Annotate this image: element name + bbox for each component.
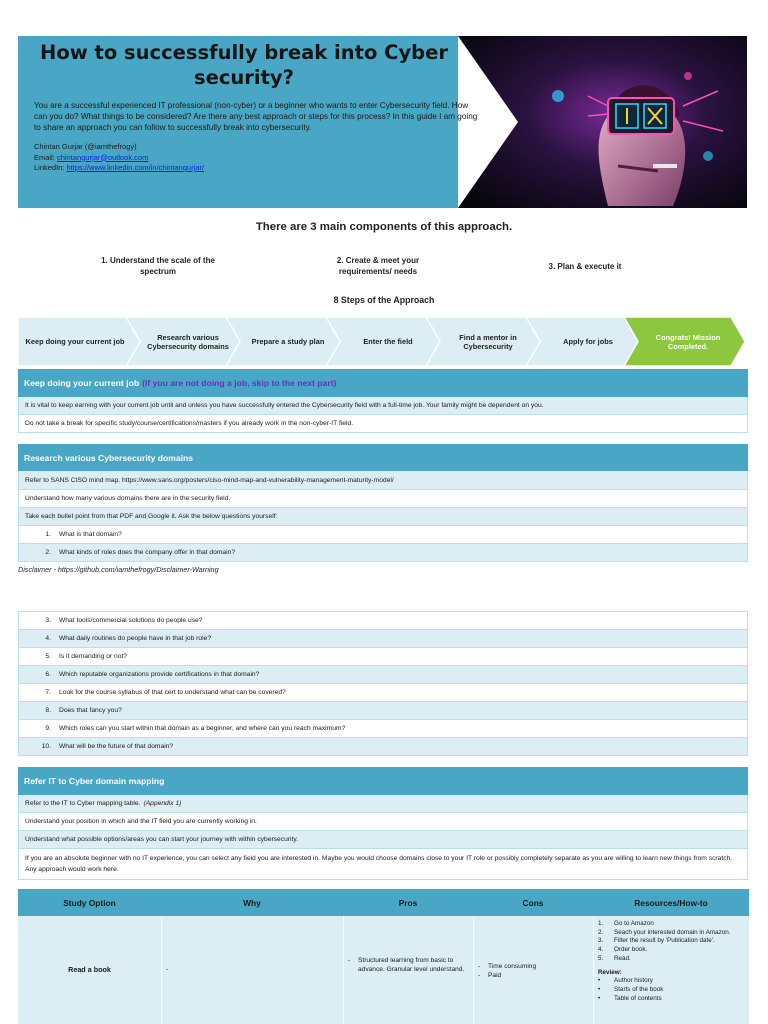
email-label: Email: <box>34 152 55 162</box>
step-chevron-7 <box>624 317 747 366</box>
question-row <box>18 666 748 684</box>
section-row: Understand what possible options/areas you can start your journey with within cybersecurity. <box>18 831 748 849</box>
linkedin-link[interactable]: https://www.linkedin.com/in/chintangurjar/ <box>66 163 205 172</box>
component-item-1: 1. Understand the scale of the spectrum <box>101 256 215 276</box>
steps-chevron-row <box>18 317 747 366</box>
section-keep-current-job <box>18 369 748 433</box>
question-text: Which roles can you start within that domain as a beginner, and where can you reach maximum? <box>59 725 346 732</box>
question-number: 6. <box>45 671 51 678</box>
section-row <box>18 795 748 813</box>
question-number: 9. <box>45 725 51 732</box>
review-item: • Table of contents <box>598 994 662 1002</box>
section-header <box>18 767 748 795</box>
table-header-cons: Cons <box>522 897 544 908</box>
question-row <box>18 684 748 702</box>
question-row <box>18 526 748 544</box>
section-header <box>18 444 748 471</box>
section-header <box>18 369 748 397</box>
table-header-study-option: Study Option <box>63 897 116 908</box>
review-label: Review: <box>598 968 622 976</box>
question-number: 1. <box>45 531 51 538</box>
steps-heading: 8 Steps of the Approach <box>333 295 435 305</box>
table-cell-resources <box>598 920 748 1003</box>
section-row: Understand your position in which and the IT field you are currently working in. <box>18 813 748 831</box>
question-row <box>18 630 748 648</box>
question-row <box>18 738 748 756</box>
question-number: 3. <box>45 617 51 624</box>
table-cell-why: - <box>166 966 169 973</box>
question-text: Look for the course syllabus of that cert to understand what can be covered? <box>59 689 286 696</box>
mapping-reference-text: Refer to the IT to Cyber mapping table. <box>25 800 141 807</box>
step-label-1: Keep doing your current job <box>25 337 125 346</box>
section-row: Take each bullet point from that PDF and Google it. Ask the below questions yourself: <box>18 508 748 526</box>
resource-step: 4. Order book. <box>598 946 648 954</box>
table-divider <box>593 916 594 1024</box>
table-divider <box>343 916 344 1024</box>
intro-paragraph: You are a successful experienced IT professional (non-cyber) or a beginner who wants to enter Cybersecurity field. How can you do? What things to be considered? Are there any best approach or steps for this process? In this guide I am going to share an approach you can follow to successfully break into cybersecurity. <box>34 101 478 132</box>
question-number: 8. <box>45 707 51 714</box>
question-row <box>18 720 748 738</box>
question-text: What kinds of roles does the company offer in that domain? <box>59 549 236 556</box>
question-number: 7. <box>45 689 51 696</box>
review-item: • Starts of the book <box>598 985 664 993</box>
question-text: What daily routines do people have in that job role? <box>59 635 212 642</box>
table-divider <box>161 916 162 1024</box>
section-title: Refer IT to Cyber domain mapping <box>24 776 165 786</box>
section-row: Refer to SANS CISO mind map. https://www.sans.org/posters/ciso-mind-map-and-vulnerability-management-maturity-model/ <box>18 471 748 490</box>
table-header-row <box>18 889 749 916</box>
linkedin-label: LinkedIn: <box>34 163 65 172</box>
step-label-2: Research various Cybersecurity domains <box>147 332 229 351</box>
question-row <box>18 612 748 630</box>
section-title: Keep doing your current job <box>24 378 140 388</box>
header-banner <box>18 36 747 208</box>
step-label-3: Prepare a study plan <box>251 337 325 346</box>
section-title: Research various Cybersecurity domains <box>24 452 194 463</box>
resource-step: 3. Filter the result by 'Publication date'. <box>598 937 715 945</box>
question-text: Is it demanding or not? <box>59 653 128 660</box>
cons-item: - Time consuming <box>478 963 537 970</box>
question-row <box>18 702 748 720</box>
step-label-4: Enter the field <box>363 337 413 346</box>
review-item: • Author history <box>598 977 653 985</box>
step-label-5: Find a mentor in Cybersecurity <box>459 332 517 351</box>
table-header-resources: Resources/How-to <box>634 897 708 908</box>
question-text: What will be the future of that domain? <box>59 743 174 750</box>
component-item-3: 3. Plan & execute it <box>548 262 622 271</box>
author-name: Chintan Gurjar (@iamthefrogy) <box>34 142 137 151</box>
section-research-questions-continued <box>18 611 748 756</box>
section-it-cyber-mapping <box>18 767 748 880</box>
hero-cyberpunk-image <box>458 36 747 208</box>
table-cell-pros <box>348 956 468 974</box>
study-options-table <box>18 889 749 1024</box>
components-heading: There are 3 main components of this approach. <box>255 221 513 233</box>
table-header-pros: Pros <box>398 897 418 908</box>
author-email-line <box>34 153 484 164</box>
step-label-7: Congrats! Mission Completed. <box>655 332 721 351</box>
question-number: 5. <box>45 653 51 660</box>
email-link[interactable]: chintangurjar@outlook.com <box>56 152 149 162</box>
section-research-domains <box>18 444 748 562</box>
question-text: What is that domain? <box>59 531 122 538</box>
disclaimer-text: Disclaimer - https://github.com/iamthefrogy/Disclaimer-Warning <box>18 565 219 574</box>
section-row: It is vital to keep earning with your current job until and unless you have successfully entered the Cybersecurity field with a full-time job. Your family might be dependent on you. <box>18 397 748 415</box>
step-label-6: Apply for jobs <box>563 337 613 346</box>
resource-step: 1. Go to Amazon <box>598 920 654 927</box>
question-row <box>18 544 748 562</box>
section-row: Understand how many various domains there are in the security field. <box>18 490 748 508</box>
section-row: Do not take a break for specific study/course/certifications/masters if you already work in the non-cyber-IT field. <box>18 415 748 433</box>
table-header-why: Why <box>243 897 261 908</box>
question-text: What tools/commercial solutions do people use? <box>59 617 203 624</box>
table-cell-cons <box>478 962 588 980</box>
author-linkedin-line <box>34 163 484 174</box>
question-text: Does that fancy you? <box>59 707 122 714</box>
component-item-2: 2. Create & meet your requirements/ needs <box>336 256 420 276</box>
author-block <box>34 142 484 174</box>
table-cell-option: Read a book <box>68 965 111 974</box>
question-number: 10. <box>41 743 51 750</box>
resource-step: 2. Seach your interested domain in Amazon. <box>598 928 731 936</box>
question-text: Which reputable organizations provide certifications in that domain? <box>59 671 260 678</box>
question-number: 4. <box>45 635 51 642</box>
pros-item: - Structured learning from basic to advance. Granular level understand. <box>348 957 465 973</box>
section-row: If you are an absolute beginner with no IT experience, you can select any field you are interested in. Maybe you would choose domains close to your IT role or possibly completely separate as you are willing to learn new things from scratch. Any approach would work here. <box>18 849 748 880</box>
question-row <box>18 648 748 666</box>
cons-item: - Paid <box>478 972 502 979</box>
page-title: How to successfully break into Cyber security? <box>40 41 448 89</box>
resource-step: 5. Read. <box>598 954 631 962</box>
question-number: 2. <box>45 549 51 556</box>
appendix-reference: (Appendix 1) <box>143 800 182 807</box>
header-content <box>34 40 484 174</box>
table-divider <box>473 916 474 1024</box>
section-note: (If you are not doing a job, skip to the next part) <box>142 378 337 388</box>
